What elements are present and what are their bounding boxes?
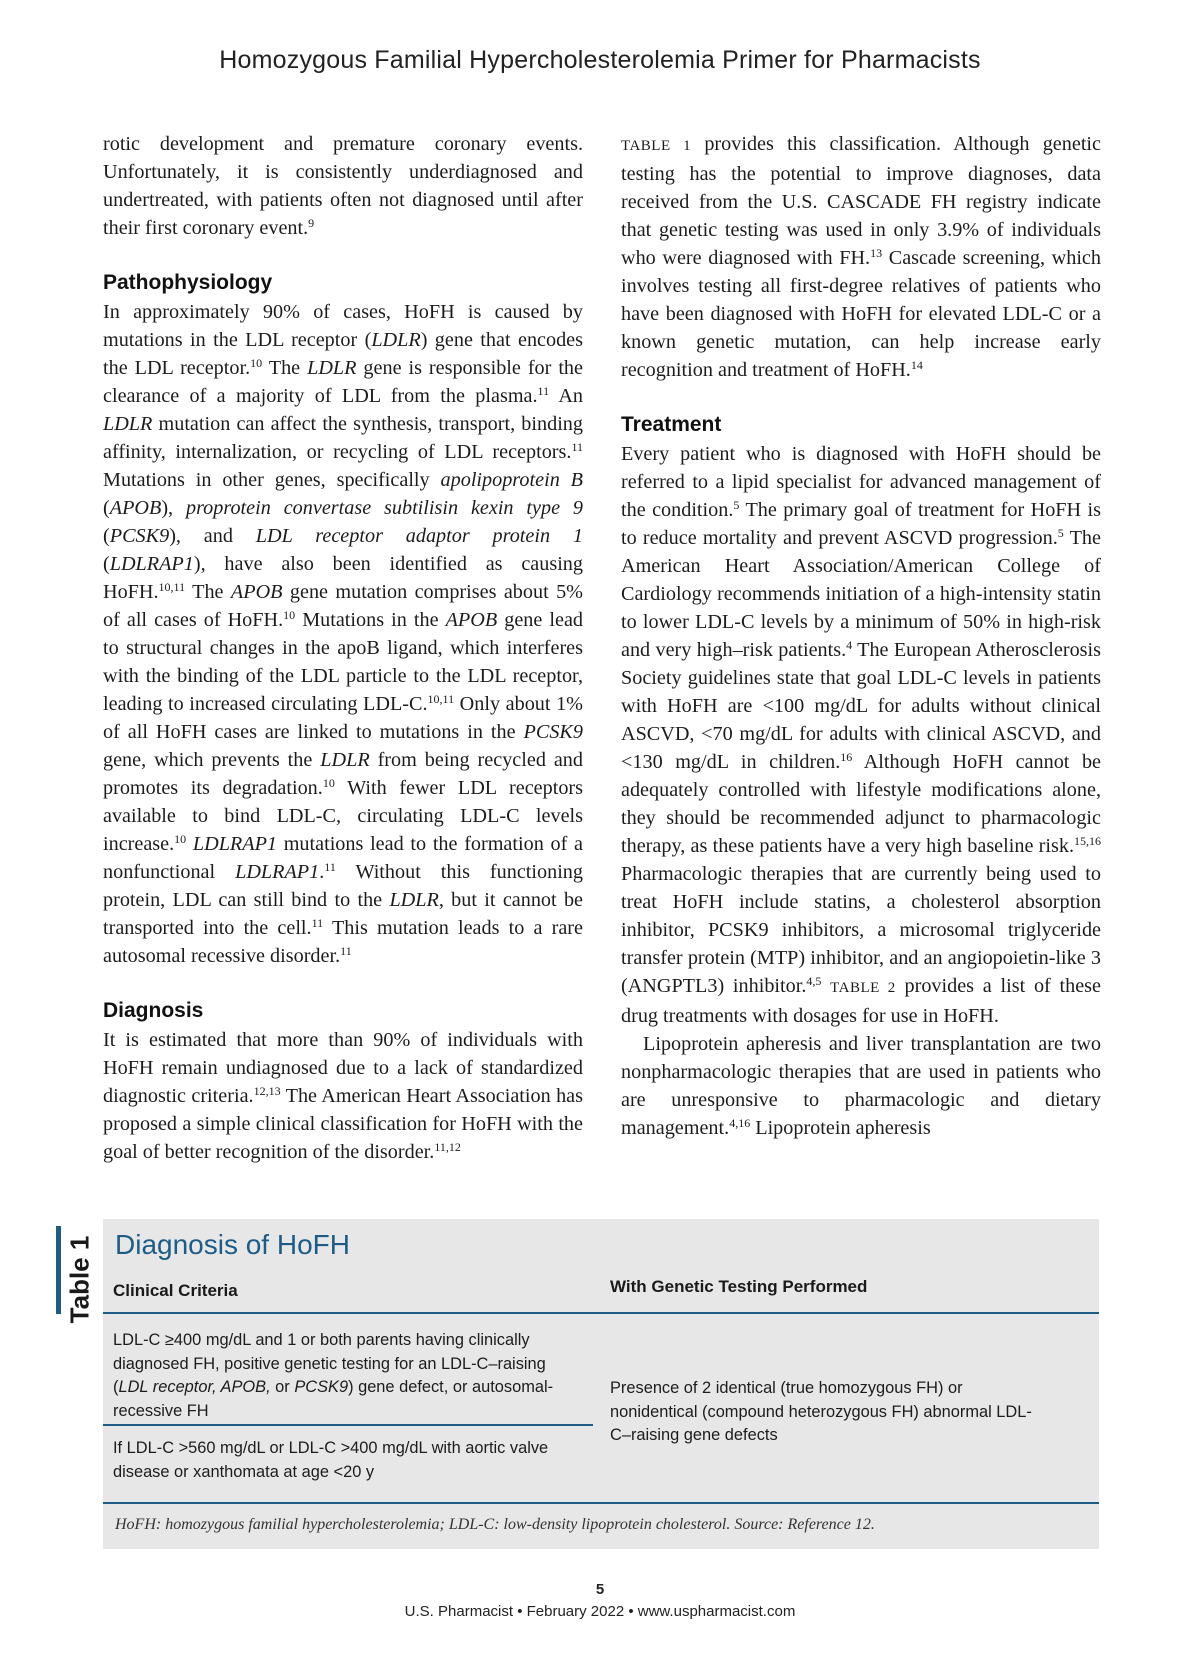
header-rule — [103, 1312, 1099, 1314]
classification-paragraph: TABLE 1 provides this classification. Although genetic testing has the potential to improve diagnoses, data received from the U.S. CASCADE FH registry indicate that genetic testing was used in only 3.9% of individuals who were diagnosed with FH.$^{13}$ Cascade screening, which involves testing all first-degree relatives of patients who have been diagnosed with HoFH for elevated LDL-C or a known genetic mutation, can help increase early recognition and treatment of HoFH.$^{14}$ — [621, 133, 1101, 381]
row-divider — [103, 1424, 593, 1426]
right-column — [621, 130, 1101, 1142]
running-title: Homozygous Familial Hypercholesterolemia Primer for Pharmacists — [219, 46, 981, 74]
treatment-paragraph: Every patient who is diagnosed with HoFH should be referred to a lipid specialist for advanced management of the condition.$^5$ The primary goal of treatment for HoFH is to reduce mortality and prevent ASCVD progression.$^5$ The American Heart Association/American College of Cardiology recommends initiation of a high-intensity statin to lower LDL-C levels by a minimum of 50% in high-risk and very high–risk patients.$^4$ The European Atherosclerosis Society guidelines state that goal LDL-C levels in patients with HoFH are <100 mg/dL for adults without clinical ASCVD, <70 mg/dL for adults with clinical ASCVD, and <130 mg/dL in children.$^{16}$ Although HoFH cannot be adequately controlled with lifestyle modifications alone, they should be recommended adjunct to pharmacologic therapy, as these patients have a very high baseline risk.$^{15,16}$ Pharmacologic therapies that are currently being used to treat HoFH include statins, a cholesterol absorption inhibitor, PCSK9 inhibitors, a microsomal triglyceride transfer protein (MTP) inhibitor, and an angiopoietin-like 3 (ANGPTL3) inhibitor.$^{4,5}$ TABLE 2 provides a list of these drug treatments with dosages for use in HoFH. — [621, 443, 1101, 1027]
table-cell-clinical-criteria-1: LDL-C ≥400 mg/dL and 1 or both parents having clinically diagnosed FH, positive genetic testing for an LDL-C–raising (LDL receptor, APOB, or PCSK9) gene defect, or autosomal-recessive FH — [113, 1331, 554, 1420]
publication-footer: U.S. Pharmacist • February 2022 • www.uspharmacist.com — [404, 1603, 796, 1620]
table-title: Diagnosis of HoFH — [115, 1229, 350, 1260]
table1-reference[interactable]: TABLE 1 — [621, 138, 692, 154]
table-diagnosis-of-hofh — [103, 1219, 1099, 1549]
table-cell-genetic-testing: Presence of 2 identical (true homozygous FH) or nonidentical (compound heterozygous FH) abnormal LDL-C–raising gene defects — [610, 1379, 1032, 1444]
table-cell-clinical-criteria-2: If LDL-C >560 mg/dL or LDL-C >400 mg/dL with aortic valve disease or xanthomata at age <20 y — [113, 1439, 549, 1481]
table-tab — [56, 1226, 95, 1346]
diagnosis-heading: Diagnosis — [103, 999, 204, 1022]
column-header-genetic-testing: With Genetic Testing Performed — [610, 1277, 868, 1296]
pathophysiology-heading: Pathophysiology — [103, 271, 273, 294]
pathophysiology-paragraph: In approximately 90% of cases, HoFH is caused by mutations in the LDL receptor (LDLR) gene that encodes the LDL receptor.$^{10}$ The LDLR gene is responsible for the clearance of a majority of LDL from the plasma.$^{11}$ An LDLR mutation can affect the synthesis, transport, binding affinity, internalization, or recycling of LDL receptors.$^{11}$ Mutations in other genes, specifically apolipoprotein B (APOB), proprotein convertase subtilisin kexin type 9 (PCSK9), and LDL receptor adaptor protein 1 (LDLRAP1), have also been identified as causing HoFH.$^{10,11}$ The APOB gene mutation comprises about 5% of all cases of HoFH.$^{10}$ Mutations in the APOB gene lead to structural changes in the apoB ligand, which interferes with the binding of the LDL particle to the LDL receptor, leading to increased circulating LDL-C.$^{10,11}$ Only about 1% of all HoFH cases are linked to mutations in the PCSK9 gene, which prevents the LDLR from being recycled and promotes its degradation.$^{10}$ With fewer LDL receptors available to bind LDL-C, circulating LDL-C levels increase.$^{10}$ LDLRAP1 mutations lead to the formation of a nonfunctional LDLRAP1.11 Without this functioning protein, LDL can still bind to the LDLR, but it cannot be transported into the cell.$^{11}$ This mutation leads to a rare autosomal recessive disorder.$^{11}$ — [103, 301, 584, 967]
page-number: 5 — [595, 1581, 605, 1598]
table2-reference[interactable]: TABLE 2 — [830, 980, 896, 996]
footer-rule — [103, 1502, 1099, 1504]
intro-paragraph: rotic development and premature coronary events. Unfortunately, it is consistently underdiagnosed and undertreated, with patients often not diagnosed until after their first coronary event.$^9$ — [103, 133, 583, 239]
table-tab-label: Table 1 — [64, 1235, 95, 1324]
table-tab-bar — [56, 1226, 61, 1314]
apheresis-paragraph: Lipoprotein apheresis and liver transplantation are two nonpharmacologic therapies that are used in patients who are unresponsive to pharmacologic and dietary management.$^{4,16}$ Lipoprotein apheresis — [621, 1033, 1101, 1139]
column-header-clinical-criteria: Clinical Criteria — [113, 1281, 238, 1300]
table-footnote: HoFH: homozygous familial hypercholesterolemia; LDL-C: low-density lipoprotein cholesterol. Source: Reference 12. — [115, 1516, 875, 1533]
treatment-heading: Treatment — [621, 413, 722, 436]
diagnosis-paragraph: It is estimated that more than 90% of individuals with HoFH remain undiagnosed due to a lack of standardized diagnostic criteria.$^{12,13}$ The American Heart Association has proposed a simple clinical classification for HoFH with the goal of better recognition of the disorder.$^{11,12}$ — [103, 1029, 583, 1163]
left-column — [103, 130, 583, 1166]
